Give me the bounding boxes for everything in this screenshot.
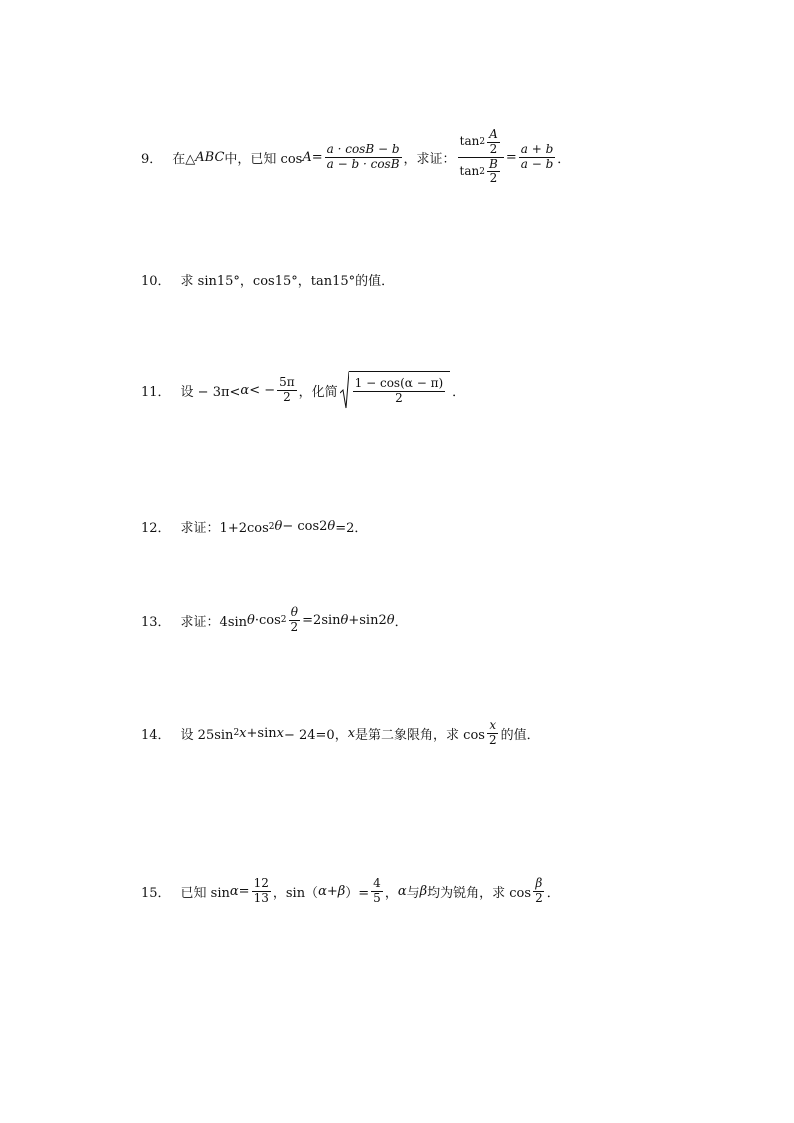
square-root [340, 371, 450, 409]
fraction-cosA: $\frac{a \cdot \cos B - b}{a - b \cdot \cos B}$ [326, 141, 400, 171]
problem-14: 14． 设 25sin 2 x +sin x − 24=0， x 是第二象限角，求 cos $\frac{x}{2}$ 的值． [141, 718, 540, 747]
problem-number: 11． [141, 384, 171, 400]
problem-11: 11． 设 − 3π< α < − $\frac{5\pi}{2}$ ，化简 $\frac{1 - \cos(\alpha - \pi)}{2}$ ． [141, 371, 465, 409]
fraction-under-root: $\frac{1 - \cos(\alpha - \pi)}{2}$ [354, 375, 444, 405]
problem-13: 13． 求证：4sin θ ·cos 2 $\frac{\theta}{2}$ =2sin θ +sin2 θ ． [141, 605, 408, 634]
problem-number: 10． [141, 274, 171, 289]
fraction-B-half: $\frac{B}{2}$ [489, 156, 498, 186]
fraction-5pi-over-2: $\frac{5\pi}{2}$ [279, 374, 295, 404]
problem-12: 12． 求证：1+2cos 2 θ − cos2 θ =2． [141, 519, 368, 536]
problem-number: 9． [141, 151, 163, 167]
problem-9: 9． 在△ ABC 中，已知 cos A = $\frac{a \cdot \cos B - b}{a - b \cdot \cos B}$ ，求证： tan 2 $\frac{A}{2}$ tan 2 $\frac{B}{2}$ = $\frac{a + b}{a - b}$ ． [141, 127, 571, 186]
fraction-theta-half: $\frac{\theta}{2}$ [290, 605, 299, 634]
fraction-x-half: $\frac{x}{2}$ [488, 718, 497, 747]
problem-number: 14． [141, 727, 171, 743]
fraction-tan-ratio: tan 2 $\frac{A}{2}$ tan 2 $\frac{B}{2}$ [458, 128, 504, 186]
fraction-beta-half: $\frac{\beta}{2}$ [535, 876, 543, 905]
problem-number: 15． [141, 885, 171, 901]
radical-sign-icon [340, 371, 349, 409]
fraction-4-5: $\frac{4}{5}$ [373, 876, 381, 905]
problem-number: 13． [141, 614, 171, 630]
fraction-12-13: $\frac{12}{13}$ [253, 876, 269, 905]
problem-10: 10． 求 sin15°，cos15°，tan15°的值． [141, 270, 394, 289]
problem-number: 12． [141, 521, 171, 536]
fraction-A-half: $\frac{A}{2}$ [489, 127, 498, 156]
problem-15: 15． 已知 sin α = $\frac{12}{13}$ ，sin（ α + β ）= $\frac{4}{5}$ ， α 与 β 均为锐角，求 cos $\frac{\beta}{2}$ ． [141, 876, 560, 905]
fraction-rhs: $\frac{a + b}{a - b}$ [520, 141, 554, 171]
